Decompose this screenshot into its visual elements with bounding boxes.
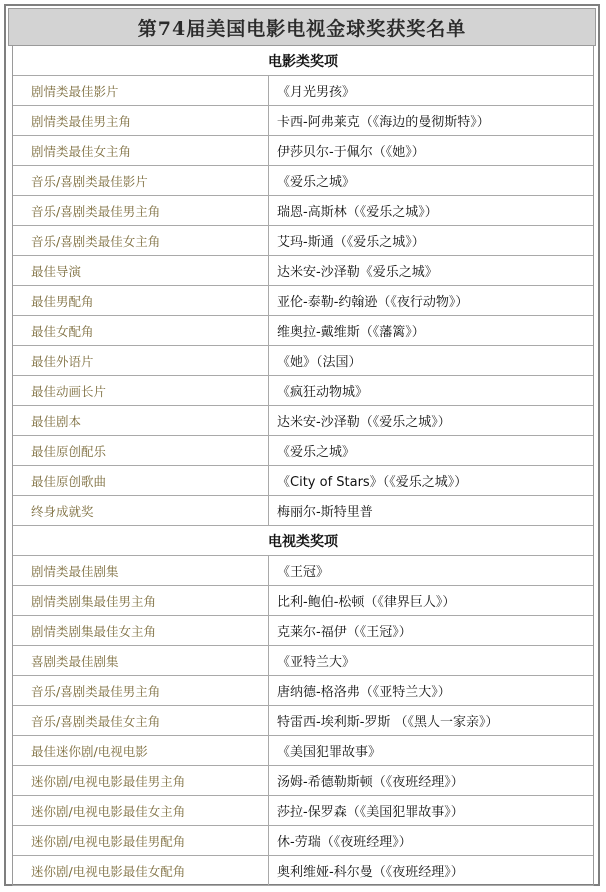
award-category: 最佳男配角 (13, 286, 269, 315)
award-category: 迷你剧/电视电影最佳女配角 (13, 856, 269, 885)
table-row (13, 136, 593, 166)
award-category: 迷你剧/电视电影最佳男配角 (13, 826, 269, 855)
award-winner: 达米安-沙泽勒（《爱乐之城》） (277, 415, 451, 430)
award-category: 剧情类最佳影片 (13, 76, 269, 105)
table-row (13, 376, 593, 406)
table-row (13, 166, 593, 196)
award-winner: 《亚特兰大》 (277, 655, 356, 670)
award-category: 剧情类最佳女主角 (13, 136, 269, 165)
table-row (13, 646, 593, 676)
table-row (13, 556, 593, 586)
award-winner: 《City of Stars》（《爱乐之城》） (277, 475, 468, 490)
award-winner: 比利-鲍伯-松顿（《律界巨人》） (277, 595, 456, 610)
award-category: 最佳原创配乐 (13, 436, 269, 465)
award-winner: 《月光男孩》 (277, 85, 356, 100)
table-row (13, 736, 593, 766)
award-category: 最佳女配角 (13, 316, 269, 345)
page-title: 第74届美国电影电视金球奖获奖名单 (8, 8, 596, 46)
award-category: 最佳原创歌曲 (13, 466, 269, 495)
table-row (13, 826, 593, 856)
award-winner: 《美国犯罪故事》 (277, 745, 382, 760)
table-row (13, 856, 593, 886)
award-winner: 奥利维娅-科尔曼（《夜班经理》） (277, 865, 464, 880)
award-category: 迷你剧/电视电影最佳女主角 (13, 796, 269, 825)
award-winner: 《王冠》 (277, 565, 330, 580)
award-winner: 伊莎贝尔-于佩尔（《她》） (277, 145, 425, 160)
award-winner: 莎拉-保罗森（《美国犯罪故事》） (277, 805, 464, 820)
award-category: 音乐/喜剧类最佳女主角 (13, 706, 269, 735)
award-category: 终身成就奖 (13, 496, 269, 525)
award-winner: 《爱乐之城》 (277, 175, 356, 190)
award-category: 音乐/喜剧类最佳男主角 (13, 196, 269, 225)
table-row (13, 616, 593, 646)
award-category: 喜剧类最佳剧集 (13, 646, 269, 675)
award-winner: 《爱乐之城》 (277, 445, 356, 460)
award-category: 迷你剧/电视电影最佳男主角 (13, 766, 269, 795)
award-winner: 唐纳德-格洛弗（《亚特兰大》） (277, 685, 451, 700)
table-row (13, 586, 593, 616)
award-winner: 《疯狂动物城》 (277, 385, 369, 400)
award-category: 剧情类最佳男主角 (13, 106, 269, 135)
award-category: 音乐/喜剧类最佳男主角 (13, 676, 269, 705)
table-row (13, 346, 593, 376)
table-row (13, 496, 593, 526)
award-category: 最佳剧本 (13, 406, 269, 435)
award-winner: 亚伦-泰勒-约翰逊（《夜行动物》） (277, 295, 469, 310)
award-category: 音乐/喜剧类最佳女主角 (13, 226, 269, 255)
award-category: 最佳动画长片 (13, 376, 269, 405)
table-row (13, 256, 593, 286)
award-winner: 达米安-沙泽勒《爱乐之城》 (277, 265, 438, 280)
table-row (13, 76, 593, 106)
table-row (13, 226, 593, 256)
table-row (13, 466, 593, 496)
awards-table (12, 46, 594, 886)
table-row (13, 196, 593, 226)
table-row (13, 406, 593, 436)
table-row (13, 316, 593, 346)
award-category: 音乐/喜剧类最佳影片 (13, 166, 269, 195)
award-winner: 瑞恩-高斯林（《爱乐之城》） (277, 205, 438, 220)
award-category: 剧情类剧集最佳女主角 (13, 616, 269, 645)
award-winner: 卡西-阿弗莱克（《海边的曼彻斯特》） (277, 115, 490, 130)
award-category: 最佳外语片 (13, 346, 269, 375)
award-winner: 《她》（法国） (277, 355, 362, 370)
award-winner: 艾玛-斯通（《爱乐之城》） (277, 235, 425, 250)
table-row (13, 796, 593, 826)
table-row (13, 106, 593, 136)
table-row (13, 676, 593, 706)
award-category: 最佳迷你剧/电视电影 (13, 736, 269, 765)
award-winner: 休-劳瑞（《夜班经理》） (277, 835, 412, 850)
award-winner: 梅丽尔-斯特里普 (277, 505, 373, 520)
table-row (13, 436, 593, 466)
award-category: 最佳导演 (13, 256, 269, 285)
award-winner: 维奥拉-戴维斯（《藩篱》） (277, 325, 425, 340)
award-winner: 汤姆-希德勒斯顿（《夜班经理》） (277, 775, 464, 790)
award-winner: 特雷西-埃利斯-罗斯 （《黑人一家亲》） (277, 715, 499, 730)
award-category: 剧情类最佳剧集 (13, 556, 269, 585)
award-category: 剧情类剧集最佳男主角 (13, 586, 269, 615)
section-heading: 电影类奖项 (13, 46, 593, 76)
table-row (13, 766, 593, 796)
section-heading: 电视类奖项 (13, 526, 593, 556)
award-winner: 克莱尔-福伊（《王冠》） (277, 625, 412, 640)
table-row (13, 286, 593, 316)
table-row (13, 706, 593, 736)
